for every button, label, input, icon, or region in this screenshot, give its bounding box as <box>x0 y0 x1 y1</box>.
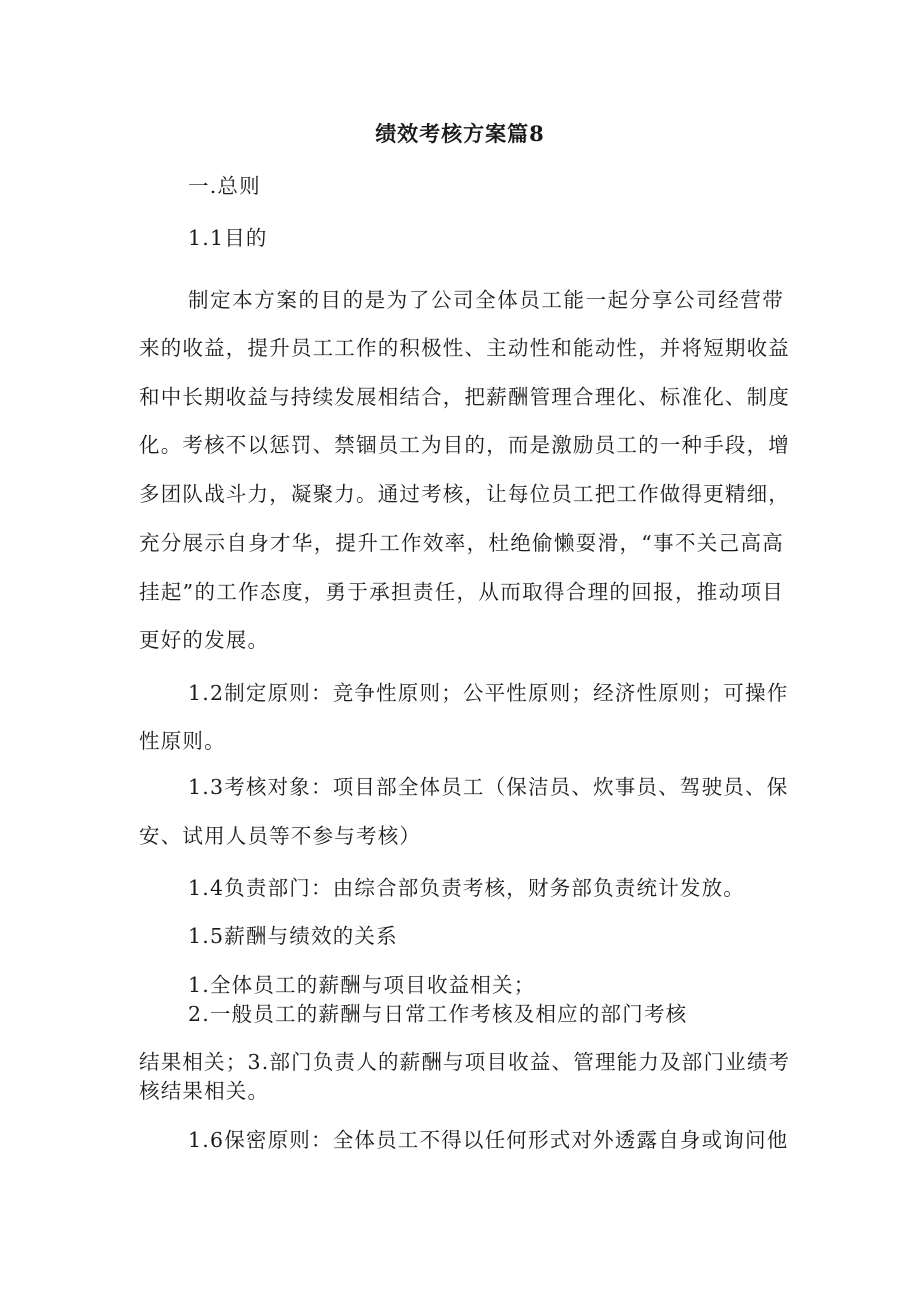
salary-performance-heading: 1.5薪酬与绩效的关系 <box>188 924 398 948</box>
principles-line: 1.2制定原则：竞争性原则；公平性原则；经济性原则；可操作 <box>188 681 789 705</box>
paragraph-line: 和中长期收益与持续发展相结合，把薪酬管理合理化、标准化、制度 <box>139 385 790 409</box>
confidentiality-line: 1.6保密原则：全体员工不得以任何形式对外透露自身或询问他 <box>188 1128 789 1152</box>
principles-line: 性原则。 <box>139 729 226 753</box>
assessment-target-line: 1.3考核对象：项目部全体员工（保洁员、炊事员、驾驶员、保 <box>188 775 789 799</box>
paragraph-line: 充分展示自身才华，提升工作效率，杜绝偷懒耍滑，“事不关己高高 <box>139 531 784 555</box>
paragraph-line: 挂起”的工作态度，勇于承担责任，从而取得合理的回报，推动项目 <box>139 580 784 604</box>
document-title: 绩效考核方案篇8 <box>375 121 545 146</box>
assessment-target-line: 安、试用人员等不参与考核） <box>139 824 422 848</box>
paragraph-line: 制定本方案的目的是为了公司全体员工能一起分享公司经营带 <box>188 288 784 312</box>
list-item: 1.全体员工的薪酬与项目收益相关； <box>188 973 536 997</box>
list-item: 结果相关；3.部门负责人的薪酬与项目收益、管理能力及部门业绩考 <box>139 1050 791 1074</box>
paragraph-line: 更好的发展。 <box>139 628 270 652</box>
responsible-dept-line: 1.4负责部门：由综合部负责考核，财务部负责统计发放。 <box>188 876 746 900</box>
paragraph-line: 化。考核不以惩罚、禁锢员工为目的，而是激励员工的一种手段，增 <box>139 433 790 457</box>
subsection-heading-purpose: 1.1目的 <box>188 226 268 250</box>
paragraph-line: 多团队战斗力，凝聚力。通过考核，让每位员工把工作做得更精细， <box>139 482 790 506</box>
paragraph-line: 来的收益，提升员工工作的积极性、主动性和能动性，并将短期收益 <box>139 336 790 360</box>
list-item: 2.一般员工的薪酬与日常工作考核及相应的部门考核 <box>188 1002 688 1026</box>
section-heading-general: 一.总则 <box>188 174 261 198</box>
list-item: 核结果相关。 <box>139 1079 270 1103</box>
